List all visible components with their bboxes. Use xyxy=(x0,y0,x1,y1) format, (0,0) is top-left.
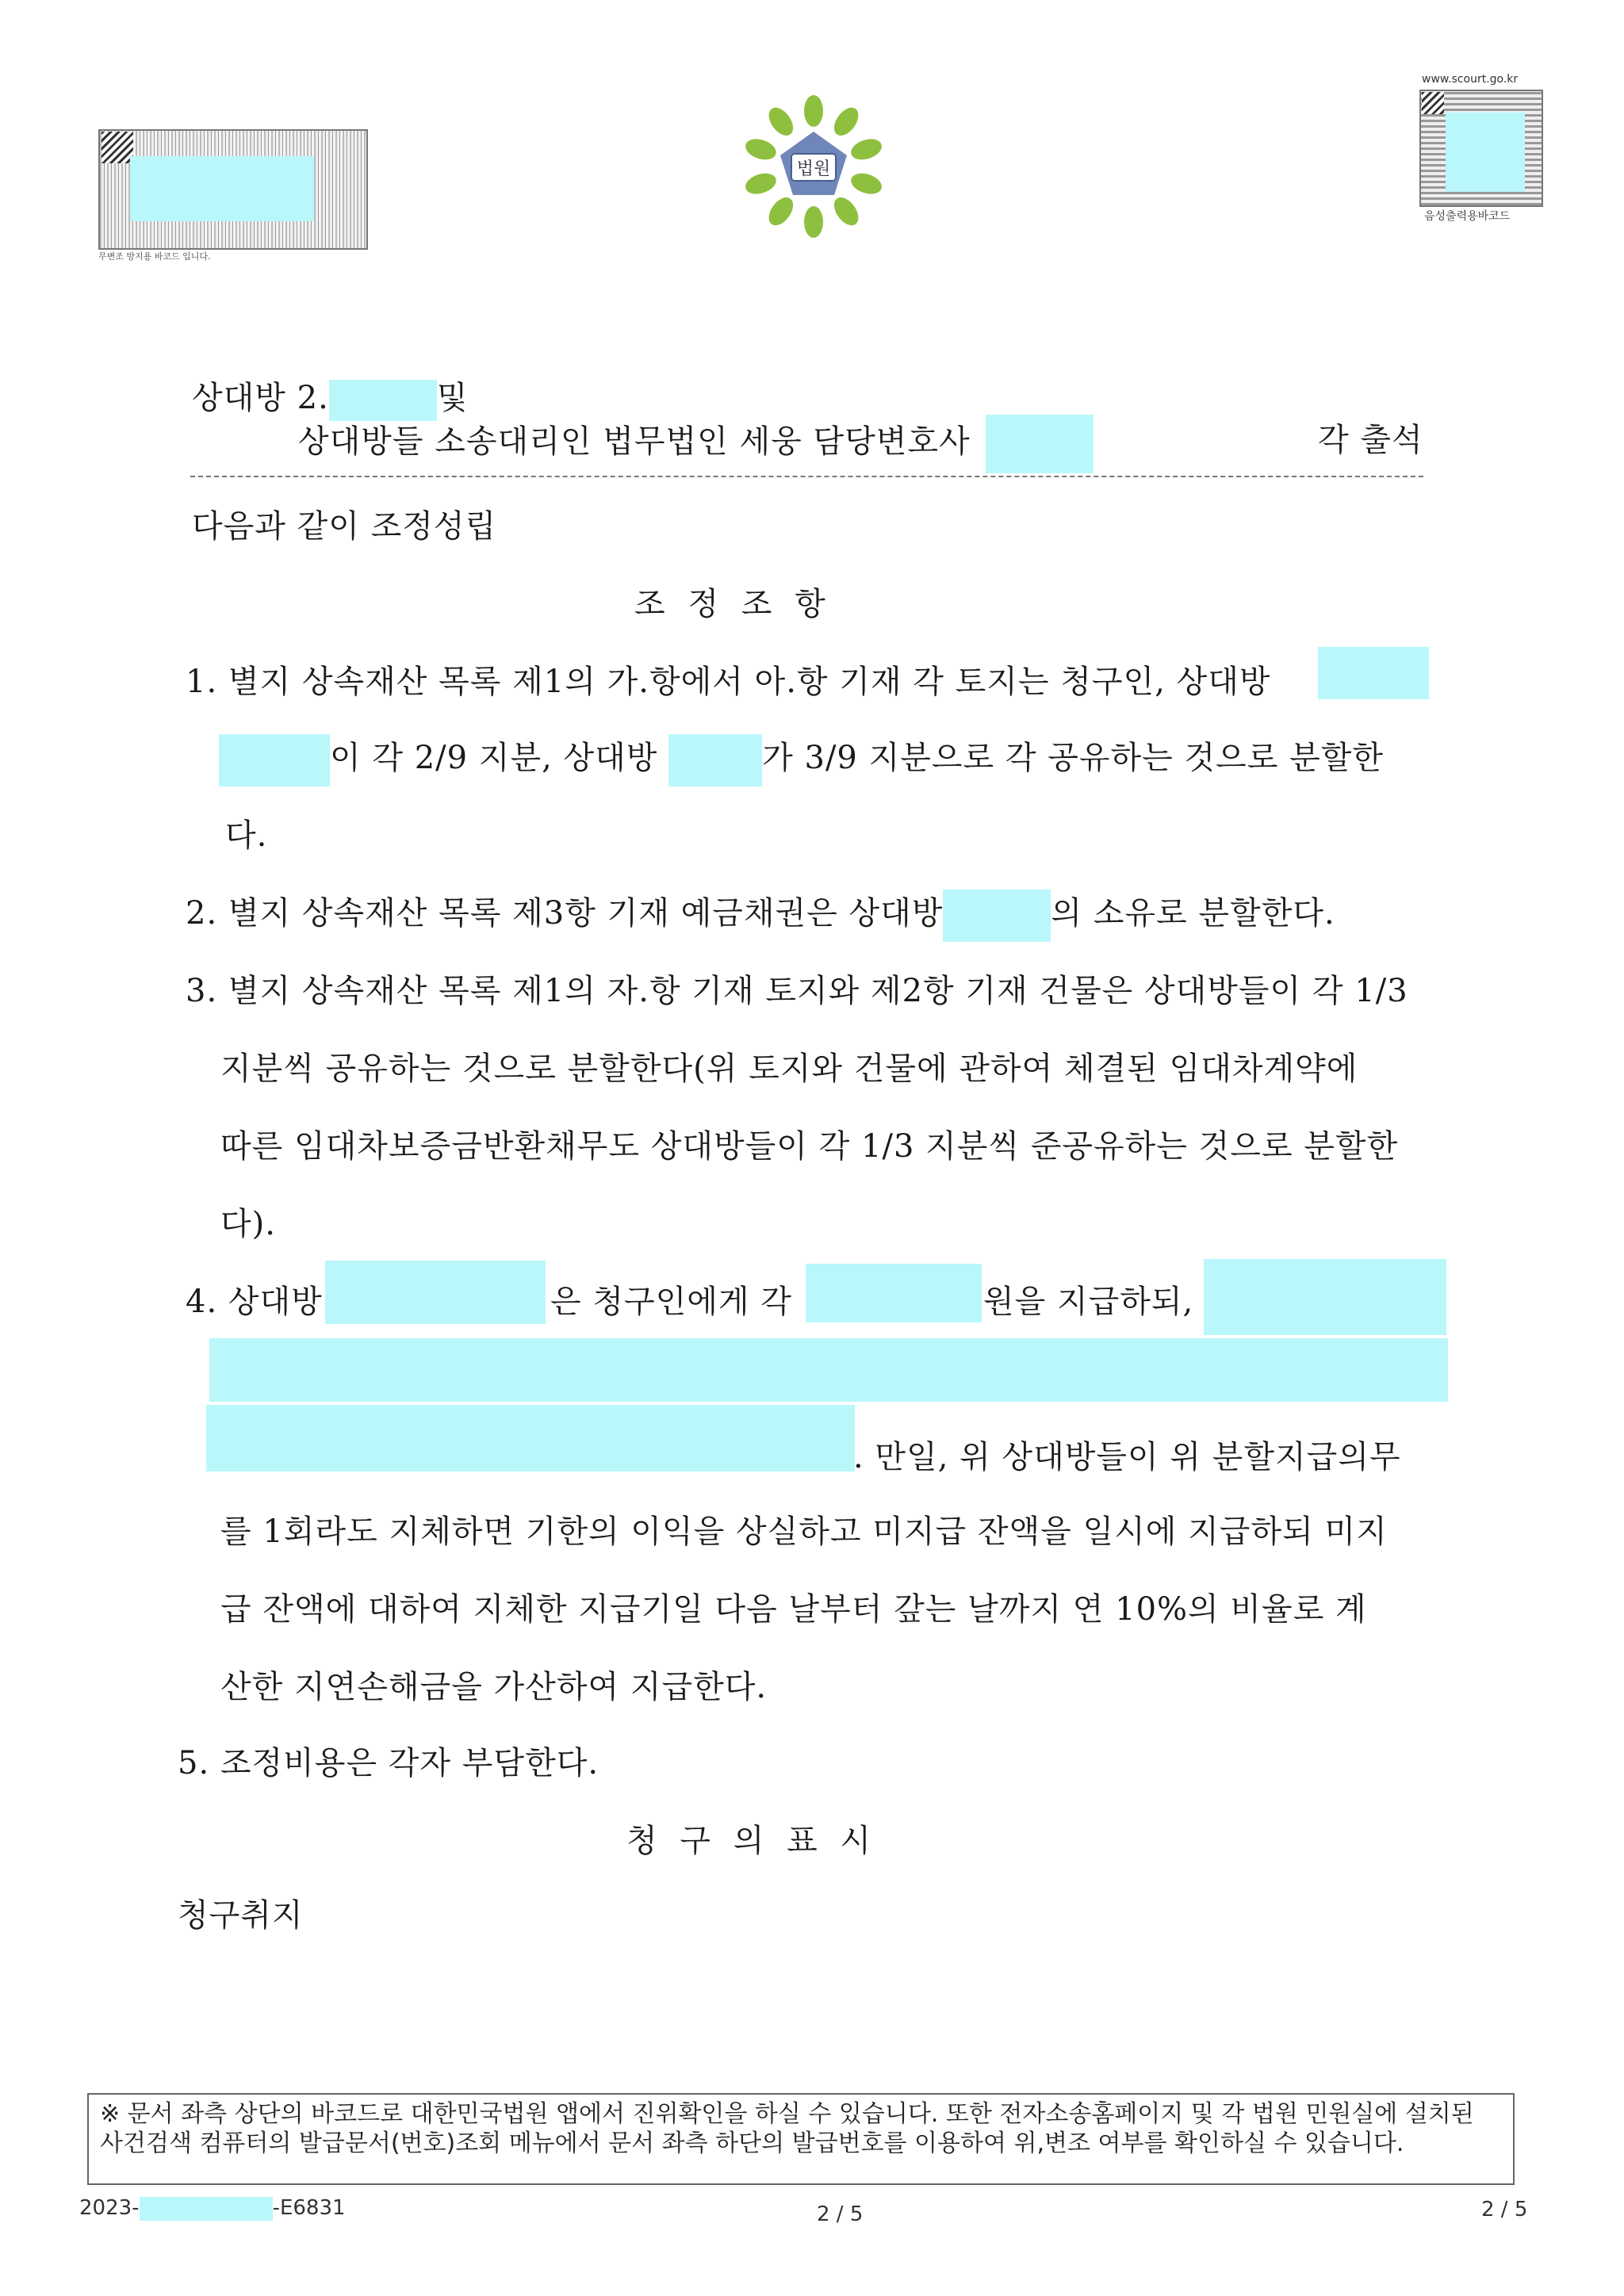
barcode-corner-mark xyxy=(102,132,133,163)
redacted-qr xyxy=(1446,113,1525,192)
term-1-line-1 xyxy=(186,656,1271,702)
qr-caption: 음성출력용바코드 xyxy=(1424,210,1511,223)
court-emblem-label: 법원 xyxy=(796,159,831,179)
term-4-text-a2: 은 청구인에게 각 xyxy=(550,1284,792,1320)
attendance-present: 각 출석 xyxy=(1318,422,1423,458)
qr-corner-mark xyxy=(1422,92,1444,114)
term-3-line-4: 다). xyxy=(220,1206,276,1242)
barcode-caption: 무변조 방지용 바코드 입니다. xyxy=(98,251,211,262)
term-2-text-a: 2. 별지 상속재산 목록 제3항 기재 예금채권은 상대방 xyxy=(186,895,944,932)
attendance-prefix: 상대방 2. xyxy=(192,380,329,416)
attendance-and: 및 xyxy=(436,380,469,416)
attendance-line-1 xyxy=(192,373,468,421)
term-4-line-5: 급 잔액에 대하여 지체한 지급기일 다음 날부터 갚는 날까지 연 10%의 비율로 계 xyxy=(220,1591,1367,1628)
redacted-amount xyxy=(806,1264,982,1322)
term-1-text-b2: 가 3/9 지분으로 각 공유하는 것으로 분할한 xyxy=(762,740,1385,776)
claim-purpose: 청구취지 xyxy=(178,1897,304,1934)
term-3-line-2: 지분씩 공유하는 것으로 분할한다(위 토지와 건물에 관하여 체결된 임대차계약에 xyxy=(220,1050,1358,1087)
term-4-text-a3: 원을 지급하되, xyxy=(983,1284,1194,1320)
term-1-line-2 xyxy=(219,733,1384,786)
redacted-name xyxy=(668,734,762,786)
page-number-right: 2 / 5 xyxy=(1481,2198,1528,2221)
doc-no-suffix: -E6831 xyxy=(272,2196,346,2220)
claim-heading: 청 구 의 표 시 xyxy=(626,1823,878,1859)
term-3-line-1: 3. 별지 상속재산 목록 제1의 자.항 기재 토지와 제2항 기재 건물은 상대방들이 각 1/3 xyxy=(186,973,1408,1009)
redacted-names xyxy=(325,1261,546,1324)
redacted-name xyxy=(1318,647,1429,699)
term-4-line-3: . 만일, 위 상대방들이 위 분할지급의무 xyxy=(853,1439,1401,1475)
term-4-text-a1: 4. 상대방 xyxy=(186,1284,323,1320)
term-4-line-1 xyxy=(186,1276,323,1322)
term-2-line xyxy=(186,888,1335,942)
attorney-text: 상대방들 소송대리인 법무법인 세웅 담당변호사 xyxy=(298,423,971,460)
redacted-schedule xyxy=(206,1405,855,1471)
redacted-doc-no xyxy=(140,2197,273,2221)
document-number xyxy=(79,2196,346,2221)
redacted-name xyxy=(943,890,1051,942)
mediation-result: 다음과 같이 조정성립 xyxy=(192,508,497,545)
redacted-name xyxy=(219,734,330,786)
term-3-line-3: 따른 임대차보증금반환채무도 상대방들이 각 1/3 지분씩 준공유하는 것으로 분할한 xyxy=(220,1128,1399,1165)
term-4-line-4: 를 1회라도 지체하면 기한의 이익을 상실하고 미지급 잔액을 일시에 지급하되 미지 xyxy=(220,1513,1388,1550)
court-url: www.scourt.go.kr xyxy=(1422,73,1519,86)
term-2-text-b: 의 소유로 분할한다. xyxy=(1051,895,1335,932)
redacted-schedule xyxy=(1204,1259,1446,1335)
doc-no-prefix: 2023- xyxy=(79,2196,140,2220)
court-emblem-icon xyxy=(736,94,891,239)
redacted-barcode xyxy=(130,156,314,221)
term-5-line: 5. 조정비용은 각자 부담한다. xyxy=(178,1745,599,1781)
term-1-text-a: 1. 별지 상속재산 목록 제1의 가.항에서 아.항 기재 각 토지는 청구인, 상대방 xyxy=(186,664,1271,700)
attendance-line-2 xyxy=(298,415,1094,473)
term-4-line-6: 산한 지연손해금을 가산하여 지급한다. xyxy=(220,1669,768,1705)
redacted-schedule xyxy=(209,1338,1448,1402)
term-1-text-b1: 이 각 2/9 지분, 상대방 xyxy=(330,740,658,776)
terms-heading: 조 정 조 항 xyxy=(634,586,832,622)
verification-notice: ※ 문서 좌측 상단의 바코드로 대한민국법원 앱에서 진위확인을 하실 수 있습니다. 또한 전자소송홈페이지 및 각 법원 민원실에 설치된 사건검색 컴퓨터의 발급문서(번호)조회 메뉴에서 문서 좌측 하단의 발급번호를 이용하여 위,변조 여부를 확인하실 수 있습니다. xyxy=(87,2093,1515,2185)
redacted-attorney-name xyxy=(986,415,1094,473)
dashed-divider xyxy=(190,476,1423,477)
term-1-line-3: 다. xyxy=(225,817,268,854)
page-number-center: 2 / 5 xyxy=(817,2202,864,2226)
